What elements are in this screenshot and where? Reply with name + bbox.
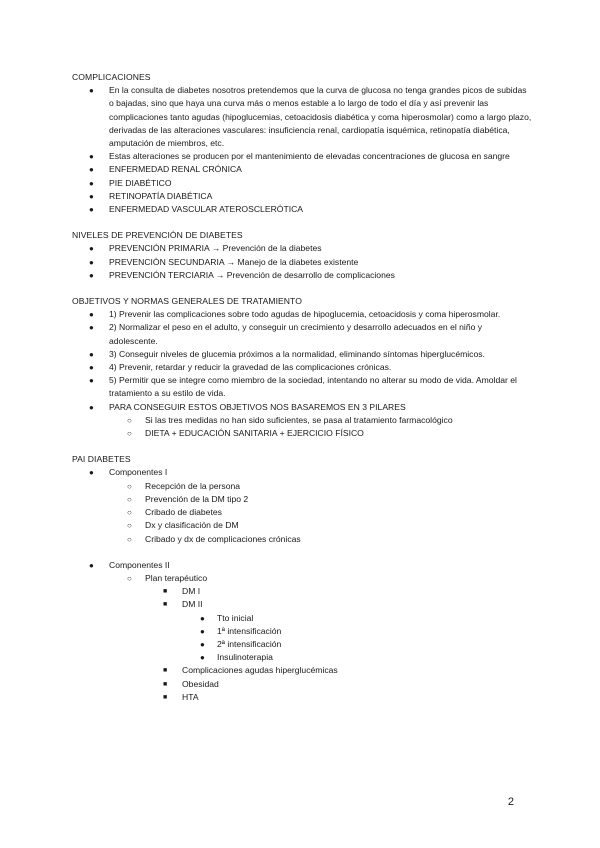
list-item: ● ENFERMEDAD VASCULAR ATEROSCLERÓTICA bbox=[72, 203, 532, 216]
bullet-icon: ● bbox=[200, 626, 205, 636]
list-item: ● 1) Prevenir las complicaciones sobre todo agudas de hipoglucemia, cetoacidosis y coma hiperosmolar. bbox=[72, 308, 532, 321]
circle-bullet-icon: ○ bbox=[127, 508, 132, 518]
square-bullet-icon: ■ bbox=[163, 680, 168, 688]
list-item: ● 4) Prevenir, retardar y reducir la gravedad de las complicaciones crónicas. bbox=[72, 361, 532, 374]
bullet-icon: ● bbox=[89, 178, 94, 188]
bullet-icon: ● bbox=[89, 323, 94, 333]
circle-bullet-icon: ○ bbox=[127, 429, 132, 439]
circle-bullet-icon: ○ bbox=[127, 521, 132, 531]
list-item: ● 3) Conseguir niveles de glucemia próximos a la normalidad, eliminando síntomas hiperglucémicos. bbox=[72, 348, 532, 361]
bullet-icon: ● bbox=[200, 653, 205, 663]
section-title-objetivos: OBJETIVOS Y NORMAS GENERALES DE TRATAMIENTO bbox=[72, 296, 302, 307]
square-bullet-icon: ■ bbox=[163, 588, 168, 596]
list-item: ○ Cribado de diabetes bbox=[72, 506, 532, 519]
bullet-icon: ● bbox=[89, 86, 94, 96]
bullet-icon: ● bbox=[89, 165, 94, 175]
circle-bullet-icon: ○ bbox=[127, 481, 132, 491]
list-item: ● 1ª intensificación bbox=[72, 625, 532, 638]
list-item: ● ENFERMEDAD RENAL CRÓNICA bbox=[72, 163, 532, 176]
list-item: ● PIE DIABÉTICO bbox=[72, 177, 532, 190]
square-bullet-icon: ■ bbox=[163, 667, 168, 675]
list-item: ● 2) Normalizar el peso en el adulto, y conseguir un crecimiento y desarrollo adecuados en el niño y adolescente. bbox=[89, 322, 483, 346]
list-item: ○ Prevención de la DM tipo 2 bbox=[72, 493, 532, 506]
list-item: ○ DIETA + EDUCACIÓN SANITARIA + EJERCICIO FÍSICO bbox=[72, 427, 532, 440]
bullet-icon: ● bbox=[89, 363, 94, 373]
list-item: ● PREVENCIÓN TERCIARIA → Prevención de desarrollo de complicaciones bbox=[72, 269, 532, 282]
bullet-icon: ● bbox=[89, 560, 94, 570]
bullet-icon: ● bbox=[89, 205, 94, 215]
dm2-list bbox=[72, 612, 532, 665]
objetivos-sublist bbox=[72, 414, 532, 440]
list-item: ● Componentes II bbox=[72, 559, 532, 572]
list-item: ● PARA CONSEGUIR ESTOS OBJETIVOS NOS BASAREMOS EN 3 PILARES bbox=[72, 401, 532, 414]
bullet-icon: ● bbox=[89, 402, 94, 412]
section-title-niveles: NIVELES DE PREVENCIÓN DE DIABETES bbox=[72, 230, 243, 241]
list-item: ■ DM I bbox=[72, 585, 532, 598]
bullet-icon: ● bbox=[200, 639, 205, 649]
bullet-icon: ● bbox=[89, 257, 94, 267]
list-item: ● Componentes I bbox=[72, 466, 532, 479]
list-item: ● PREVENCIÓN SECUNDARIA → Manejo de la diabetes existente bbox=[72, 256, 532, 269]
bullet-icon: ● bbox=[89, 376, 94, 386]
objetivos-list bbox=[72, 308, 532, 414]
list-item: ○ Dx y clasificación de DM bbox=[72, 519, 532, 532]
section-title-pai: PAI DIABETES bbox=[72, 454, 131, 465]
page-content bbox=[72, 71, 532, 704]
list-item: ○ Si las tres medidas no han sido suficientes, se pasa al tratamiento farmacológico bbox=[72, 414, 532, 427]
bullet-icon: ● bbox=[89, 152, 94, 162]
circle-bullet-icon: ○ bbox=[127, 534, 132, 544]
list-item: ● Insulinoterapia bbox=[72, 651, 532, 664]
list-item: ● 2ª intensificación bbox=[72, 638, 532, 651]
bullet-icon: ● bbox=[89, 244, 94, 254]
list-item: ■ DM II bbox=[72, 598, 532, 611]
niveles-list bbox=[72, 242, 532, 282]
circle-bullet-icon: ○ bbox=[127, 415, 132, 425]
list-item: ● 5) Permitir que se integre como miembro de la sociedad, intentando no alterar su modo de vida. Amoldar el tratamiento a su estilo de vida. bbox=[89, 375, 517, 399]
bullet-icon: ● bbox=[89, 270, 94, 280]
circle-bullet-icon: ○ bbox=[127, 494, 132, 504]
list-item: ● PREVENCIÓN PRIMARIA → Prevención de la diabetes bbox=[72, 242, 532, 255]
list-item: ● Estas alteraciones se producen por el mantenimiento de elevadas concentraciones de glucosa en sangre bbox=[72, 150, 532, 163]
list-item: ■ Obesidad bbox=[72, 678, 532, 691]
square-bullet-icon: ■ bbox=[163, 601, 168, 609]
list-item: ● Tto inicial bbox=[72, 612, 532, 625]
list-item: ○ Recepción de la persona bbox=[72, 480, 532, 493]
page-number: 2 bbox=[507, 796, 514, 808]
list-item: ○ Plan terapéutico bbox=[72, 572, 532, 585]
complicaciones-list bbox=[72, 84, 532, 216]
circle-bullet-icon: ○ bbox=[127, 573, 132, 583]
list-item: ■ HTA bbox=[72, 691, 532, 704]
list-item: ● RETINOPATÍA DIABÉTICA bbox=[72, 190, 532, 203]
list-item: ■ Complicaciones agudas hiperglucémicas bbox=[72, 664, 532, 677]
componentes1-list bbox=[72, 480, 532, 546]
bullet-icon: ● bbox=[89, 349, 94, 359]
list-item: ○ Cribado y dx de complicaciones crónicas bbox=[72, 533, 532, 546]
bullet-icon: ● bbox=[200, 613, 205, 623]
square-bullet-icon: ■ bbox=[163, 693, 168, 701]
bullet-icon: ● bbox=[89, 310, 94, 320]
bullet-icon: ● bbox=[89, 191, 94, 201]
list-item: ● En la consulta de diabetes nosotros pretendemos que la curva de glucosa no tenga grandes picos de subidas o bajadas, sino que haya una curva más o menos estable a lo largo de todo el día y así prevenir las complicaciones tanto agudas (hipoglucemias, cetoacidosis diabética y coma hiperosmolar) como a largo plazo, derivadas de las alteraciones vasculares: insuficiencia renal, cardiopatía isquémica, retinopatía diabética, amputación de miembros, etc. bbox=[89, 85, 532, 149]
section-title-complicaciones: COMPLICACIONES bbox=[72, 72, 151, 82]
bullet-icon: ● bbox=[89, 468, 94, 478]
